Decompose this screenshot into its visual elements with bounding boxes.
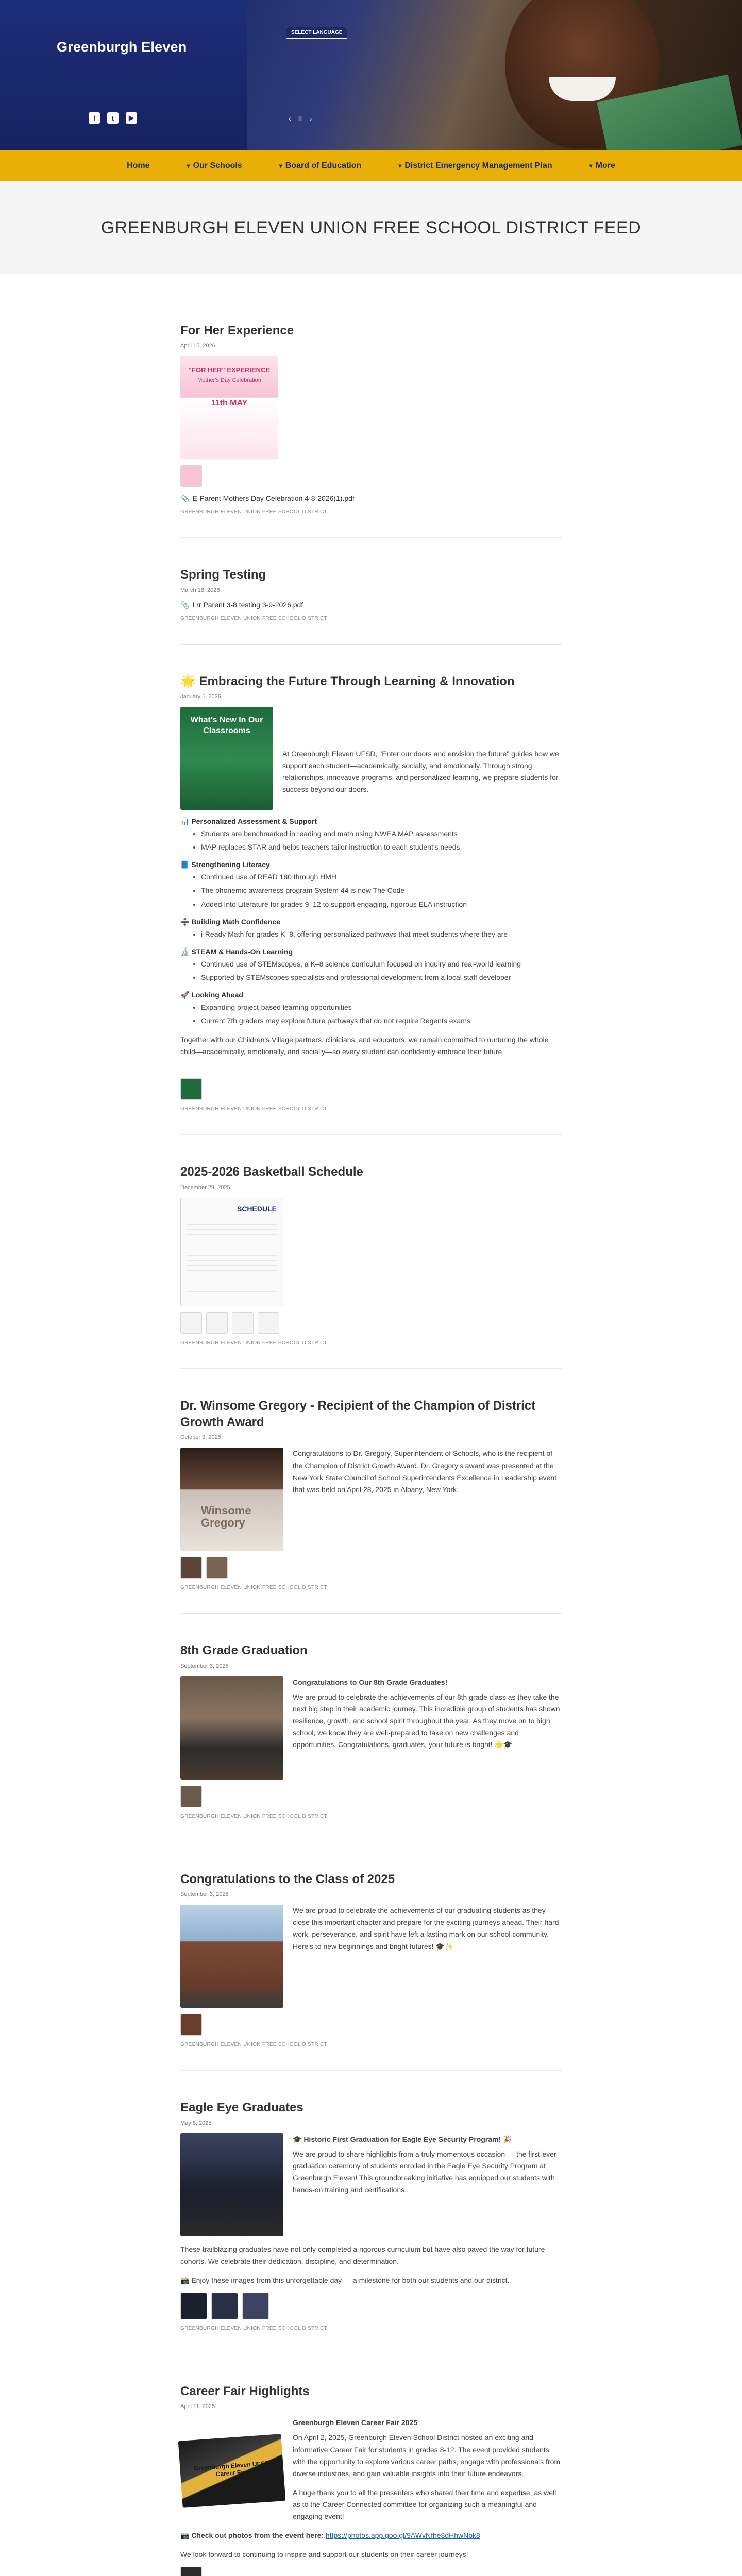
thumbnail[interactable] — [206, 1312, 228, 1334]
section-list — [180, 828, 562, 853]
photos-label: 📷 Check out photos from the event here: — [180, 2531, 324, 2540]
post-heading: 🎓 Historic First Graduation for Eagle Eye Security Program! 🎉 — [293, 2134, 512, 2143]
attachment-link[interactable] — [180, 494, 562, 503]
post-source: GREENBURGH ELEVEN UNION FREE SCHOOL DISTRICT — [180, 1585, 328, 1591]
list-item: • i-Ready Math for grades K–8, offering personalized pathways that meet students where they are — [201, 928, 562, 940]
image-thumbnails — [180, 1557, 562, 1579]
post-date: April 11, 2025 — [180, 2403, 215, 2410]
post-body: We are proud to celebrate the achievements of our graduating students as they close this important chapter and prepare for the exciting journeys ahead. Their hard work, perseverance, and spirit have left a lasting mark on our school community. Here's to new beginnings and bright futures! 🎓✨ — [293, 1906, 559, 1951]
post-body: Congratulations to Dr. Gregory, Superintendent of Schools, who is the recipient of the Champion of District Growth Award. Dr. Gregory's award was presented at the New York State Council of School Superintendents Excellence in Leadership event that was held on April 28, 2025 in Albany, New York. — [293, 1449, 557, 1494]
thumbnail[interactable] — [206, 1557, 228, 1579]
facebook-icon[interactable]: f — [89, 112, 100, 124]
section-heading: 📊 Personalized Assessment & Support — [180, 817, 317, 826]
list-item: • Expanding project-based learning opportunities — [201, 1002, 562, 1013]
post-class-of-2025 — [180, 1871, 562, 2071]
post-body: These trailblazing graduates have not only completed a rigorous curriculum but have also paved the way for future cohorts. We celebrate their dedication, discipline, and determination. — [180, 2245, 545, 2265]
post-body-row — [180, 2417, 562, 2522]
nav-item-board-of-education[interactable] — [261, 161, 380, 171]
thumbnail[interactable] — [180, 2014, 202, 2036]
post-image[interactable] — [180, 1676, 283, 1780]
thumbnail[interactable] — [180, 1786, 202, 1807]
youtube-icon[interactable]: ▶ — [126, 112, 137, 124]
nav-item-more[interactable] — [571, 161, 634, 171]
post-gregory-award — [180, 1398, 562, 1614]
post-spring-testing — [180, 567, 562, 644]
post-title[interactable]: Eagle Eye Graduates — [180, 2100, 303, 2115]
post-heading: Greenburgh Eleven Career Fair 2025 — [293, 2418, 417, 2427]
nav-item-label: Our Schools — [193, 161, 242, 170]
post-for-her-experience — [180, 323, 562, 538]
list-item: • The phonemic awareness program System 44 is now The Code — [201, 885, 562, 896]
chevron-down-icon: ▾ — [187, 162, 190, 170]
chevron-down-icon: ▾ — [589, 162, 593, 170]
image-thumbnails — [180, 2293, 562, 2319]
post-body-row — [180, 707, 562, 810]
section-list — [180, 958, 562, 984]
post-intro: At Greenburgh Eleven UFSD, "Enter our doors and envision the future" guides how we support each student—academically, socially, and emotionally. Through strong relationships, innovative programs, and personalized learning, we prepare students for success beyond our doors. — [282, 750, 559, 794]
nav-item-label: Home — [127, 161, 150, 170]
nav-item-our-schools[interactable] — [168, 161, 261, 171]
post-title[interactable]: 8th Grade Graduation — [180, 1643, 308, 1658]
social-links — [89, 112, 137, 124]
photos-link[interactable]: https://photos.app.goo.gl/9AWvNfhe8dHhwNbk8 — [325, 2531, 480, 2540]
image-subtitle: Mother's Day Celebration — [197, 377, 261, 384]
nav-item-emergency-plan[interactable] — [380, 161, 570, 171]
post-body: We are proud to share highlights from a truly momentous occasion — the first-ever graduation ceremony of students enrolled in the Eagle Eye Security Program at Greenburgh Eleven! This groundbreaking initiative has equipped our students with hands-on training and certifications. — [293, 2149, 556, 2194]
post-source: GREENBURGH ELEVEN UNION FREE SCHOOL DISTRICT — [180, 615, 328, 621]
post-title[interactable]: Congratulations to the Class of 2025 — [180, 1872, 395, 1886]
page-title-band — [0, 181, 742, 274]
chevron-down-icon: ▾ — [398, 162, 402, 170]
post-body-row — [180, 1448, 562, 1551]
post-date: May 8, 2025 — [180, 2120, 212, 2126]
post-closing: Together with our Children's Village partners, clinicians, and educators, we remain committed to nurturing the whole child—academically, emotionally, and socially—so every student can confidently embrace their future. — [180, 1036, 549, 1056]
hero-image — [247, 0, 742, 150]
image-caption: Greenburgh Eleven UFSD Career Fair — [193, 2460, 269, 2478]
list-item: • Current 7th graders may explore future pathways that do not require Regents exams — [201, 1015, 562, 1027]
attachment-name: E-Parent Mothers Day Celebration 4-8-2026(1).pdf — [192, 494, 355, 503]
post-source: GREENBURGH ELEVEN UNION FREE SCHOOL DISTRICT — [180, 2325, 328, 2331]
thumbnail[interactable] — [180, 1312, 202, 1334]
site-header — [0, 0, 742, 150]
post-text — [293, 2417, 562, 2522]
thumbnail[interactable] — [211, 2293, 238, 2319]
site-name[interactable]: Greenburgh Eleven — [57, 39, 187, 55]
post-text — [293, 1676, 562, 1751]
main-nav — [0, 150, 742, 181]
post-basketball-schedule — [180, 1164, 562, 1368]
attachment-icon: 📎 — [180, 600, 190, 609]
post-date: December 29, 2025 — [180, 1184, 230, 1191]
next-slide-icon[interactable]: › — [309, 114, 312, 123]
post-image[interactable] — [180, 1905, 283, 2008]
post-image[interactable] — [180, 707, 273, 810]
nav-item-label: District Emergency Management Plan — [404, 161, 552, 170]
nav-item-label: Board of Education — [285, 161, 362, 170]
section-list — [180, 928, 562, 940]
post-date: April 15, 2026 — [180, 343, 215, 349]
twitter-icon[interactable]: t — [107, 112, 119, 124]
post-source: GREENBURGH ELEVEN UNION FREE SCHOOL DISTRICT — [180, 1813, 328, 1819]
post-image[interactable] — [180, 2133, 283, 2236]
post-sections — [180, 817, 562, 1027]
image-date: 11th MAY — [211, 399, 248, 408]
list-item: • MAP replaces STAR and helps teachers tailor instruction to each student's needs — [201, 841, 562, 853]
post-source: GREENBURGH ELEVEN UNION FREE SCHOOL DISTRICT — [180, 1340, 328, 1346]
post-title[interactable]: For Her Experience — [180, 324, 294, 337]
post-8th-grade-graduation — [180, 1642, 562, 1842]
previous-slide-icon[interactable]: ‹ — [289, 114, 291, 123]
post-image[interactable] — [180, 356, 278, 459]
section-heading: ➗ Building Math Confidence — [180, 917, 280, 926]
post-title[interactable]: Career Fair Highlights — [180, 2384, 310, 2398]
post-body-row — [180, 1905, 562, 2008]
list-item: • Continued use of STEMscopes, a K–8 science curriculum focused on inquiry and real-world learning — [201, 958, 562, 970]
brand-panel — [0, 0, 247, 150]
image-caption: SCHEDULE — [237, 1204, 277, 1213]
post-body-row — [180, 1676, 562, 1780]
attachment-name: Lrr Parent 3-8 testing 3-9-2026.pdf — [192, 600, 303, 609]
list-item: • Continued use of READ 180 through HMH — [201, 871, 562, 883]
pause-slide-icon[interactable]: II — [298, 114, 302, 123]
thumbnail[interactable] — [232, 1312, 254, 1334]
thumbnail[interactable] — [258, 1312, 279, 1334]
post-title[interactable]: Dr. Winsome Gregory - Recipient of the Champion of District Growth Award — [180, 1398, 536, 1430]
attachment-link[interactable] — [180, 601, 562, 609]
section-list — [180, 1002, 562, 1027]
post-title[interactable]: Spring Testing — [180, 568, 266, 582]
news-feed — [180, 274, 562, 2576]
post-source: GREENBURGH ELEVEN UNION FREE SCHOOL DISTRICT — [180, 509, 328, 515]
section-heading: 🔬 STEAM & Hands-On Learning — [180, 947, 293, 956]
post-title[interactable]: 2025-2026 Basketball Schedule — [180, 1165, 363, 1179]
list-item: • Added Into Literature for grades 9–12 to support engaging, rigorous ELA instruction — [201, 899, 562, 910]
post-date: March 18, 2026 — [180, 587, 220, 594]
post-career-fair — [180, 2383, 562, 2576]
post-date: September 3, 2025 — [180, 1891, 229, 1898]
post-embracing-the-future — [180, 673, 562, 1136]
post-body: We are proud to celebrate the achievements of our 8th grade class as they take the next big step in their academic journey. This incredible group of students has shown resilience, growth, and school spirit throughout the year. As they move on to high school, we know they are well-prepared to take on new challenges and opportunities. Congratulations, graduates, your future is bright! 🌟🎓 — [293, 1692, 560, 1749]
slider-controls — [289, 114, 312, 123]
thumbnail[interactable] — [180, 465, 202, 487]
post-body: On April 2, 2025, Greenburgh Eleven School District hosted an exciting and informative Career Fair for students in grades 8-12. The event provided students with the opportunity to explore various career paths, engage with professionals from diverse industries, and gain valuable insights into their future endeavors. — [293, 2433, 561, 2478]
section-list — [180, 871, 562, 910]
thumbnail[interactable] — [242, 2293, 269, 2319]
select-language-button[interactable]: SELECT LANGUAGE — [286, 27, 347, 39]
thumbnail[interactable] — [180, 2567, 202, 2576]
image-caption: What's New In Our Classrooms — [190, 716, 263, 735]
post-image[interactable] — [180, 1448, 283, 1551]
image-thumbnails — [180, 2567, 562, 2576]
nav-item-home[interactable] — [108, 161, 168, 171]
attachment-icon: 📎 — [180, 494, 190, 503]
post-image[interactable] — [178, 2434, 286, 2508]
thumbnail[interactable] — [180, 1557, 202, 1579]
post-date: October 9, 2025 — [180, 1434, 221, 1441]
section-heading: 📘 Strengthening Literacy — [180, 860, 270, 869]
post-body: A huge thank you to all the presenters who shared their time and expertise, as well as to the Career Connected committee for organizing such a meaningful and engaging event! — [293, 2488, 556, 2520]
image-thumbnails — [180, 2014, 562, 2036]
post-heading: Congratulations to Our 8th Grade Graduates! — [293, 1677, 448, 1686]
thumbnail[interactable] — [180, 2293, 207, 2319]
image-caption: Winsome Gregory — [201, 1504, 251, 1529]
post-text — [293, 2133, 562, 2196]
post-source: GREENBURGH ELEVEN UNION FREE SCHOOL DISTRICT — [180, 1106, 328, 1112]
image-thumbnails — [180, 1786, 562, 1807]
list-item: • Students are benchmarked in reading and math using NWEA MAP assessments — [201, 828, 562, 840]
post-image[interactable] — [180, 1198, 283, 1306]
section-heading: 🚀 Looking Ahead — [180, 990, 243, 999]
post-body: 📸 Enjoy these images from this unforgettable day — a milestone for both our students and our district. — [180, 2276, 510, 2284]
chevron-down-icon: ▾ — [279, 162, 282, 170]
post-source: GREENBURGH ELEVEN UNION FREE SCHOOL DISTRICT — [180, 2042, 328, 2048]
post-title[interactable]: 🌟 Embracing the Future Through Learning & Innovation — [180, 674, 515, 688]
list-item: • Supported by STEMscopes specialists and professional development from a local staff developer — [201, 972, 562, 984]
image-thumbnails — [180, 1312, 562, 1334]
image-thumbnails — [180, 465, 562, 487]
schedule-table-image — [187, 1219, 277, 1296]
nav-item-label: More — [595, 161, 615, 170]
post-date: January 5, 2026 — [180, 693, 221, 700]
post-body: We look forward to continuing to inspire and support our students on their career journeys! — [180, 2550, 468, 2559]
post-date: September 3, 2025 — [180, 1663, 229, 1669]
image-thumbnails — [180, 1078, 562, 1100]
post-body-row — [180, 2133, 562, 2236]
page-title: GREENBURGH ELEVEN UNION FREE SCHOOL DISTRICT FEED — [100, 217, 642, 238]
image-title: "FOR HER" EXPERIENCE — [188, 366, 271, 375]
thumbnail[interactable] — [180, 1078, 202, 1100]
post-eagle-eye-graduates — [180, 2099, 562, 2354]
